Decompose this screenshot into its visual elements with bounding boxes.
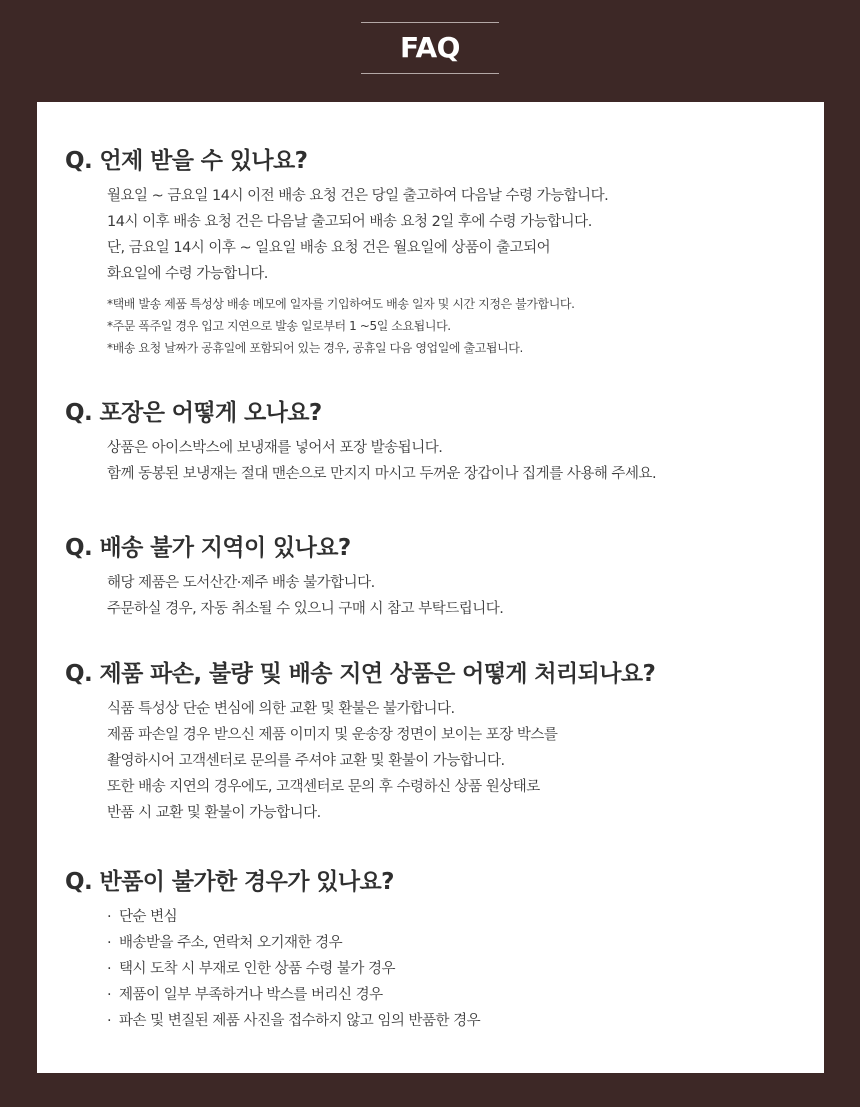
bullet-item — [107, 982, 805, 1008]
faq-item-packaging — [65, 397, 805, 487]
answer-line: 14시 이후 배송 요청 건은 다음날 출고되어 배송 요청 2일 후에 수령 가능합니다. — [107, 214, 592, 230]
bullet-item — [107, 1008, 805, 1034]
answer-line: 단, 금요일 14시 이후 ~ 일요일 배송 요청 건은 월요일에 상품이 출고되어 — [107, 240, 551, 256]
bullet-item — [107, 930, 805, 956]
faq-question: Q. 반품이 불가한 경우가 있나요? — [65, 869, 394, 895]
bullet-text: 배송받을 주소, 연락처 오기재한 경우 — [119, 935, 343, 951]
bullet-dot: · — [107, 909, 112, 925]
faq-answer — [107, 183, 805, 287]
faq-item-delivery-area — [65, 532, 805, 622]
note-line: *배송 요청 날짜가 공휴일에 포함되어 있는 경우, 공휴일 다음 영업일에 출고됩니다. — [107, 341, 523, 355]
bullet-dot: · — [107, 961, 112, 977]
bullet-item — [107, 904, 805, 930]
bullet-dot: · — [107, 987, 112, 1003]
answer-line: 식품 특성상 단순 변심에 의한 교환 및 환불은 불가합니다. — [107, 701, 455, 717]
page-title: FAQ — [400, 31, 460, 64]
answer-line: 함께 동봉된 보냉재는 절대 맨손으로 만지지 마시고 두꺼운 장갑이나 집게를 사용해 주세요. — [107, 466, 657, 482]
bullet-text: 택시 도착 시 부재로 인한 상품 수령 불가 경우 — [119, 961, 395, 977]
faq-item-delivery-time — [65, 145, 805, 359]
faq-question: Q. 배송 불가 지역이 있나요? — [65, 535, 351, 561]
answer-line: 반품 시 교환 및 환불이 가능합니다. — [107, 805, 321, 821]
header-bottom-rule — [361, 73, 499, 74]
bullet-dot: · — [107, 1013, 112, 1029]
faq-question: Q. 포장은 어떻게 오나요? — [65, 400, 322, 426]
bullet-text: 제품이 일부 부족하거나 박스를 버리신 경우 — [119, 987, 383, 1003]
bullet-text: 파손 및 변질된 제품 사진을 접수하지 않고 임의 반품한 경우 — [119, 1013, 481, 1029]
answer-line: 또한 배송 지연의 경우에도, 고객센터로 문의 후 수령하신 상품 원상태로 — [107, 779, 540, 795]
faq-bullet-list — [107, 904, 805, 1034]
answer-line: 월요일 ~ 금요일 14시 이전 배송 요청 건은 당일 출고하여 다음날 수령 가능합니다. — [107, 188, 609, 204]
answer-line: 주문하실 경우, 자동 취소될 수 있으니 구매 시 참고 부탁드립니다. — [107, 601, 504, 617]
answer-line: 상품은 아이스박스에 보냉재를 넣어서 포장 발송됩니다. — [107, 440, 443, 456]
faq-question: Q. 언제 받을 수 있나요? — [65, 148, 308, 174]
note-line: *택배 발송 제품 특성상 배송 메모에 일자를 기입하여도 배송 일자 및 시간 지정은 불가합니다. — [107, 297, 575, 311]
faq-question: Q. 제품 파손, 불량 및 배송 지연 상품은 어떻게 처리되나요? — [65, 661, 656, 687]
note-line: *주문 폭주일 경우 입고 지연으로 발송 일로부터 1 ~5일 소요됩니다. — [107, 319, 451, 333]
faq-answer — [107, 570, 805, 622]
bullet-dot: · — [107, 935, 112, 951]
header — [0, 0, 860, 100]
faq-item-return-exceptions — [65, 866, 805, 1034]
faq-answer — [107, 696, 805, 826]
answer-line: 제품 파손일 경우 받으신 제품 이미지 및 운송장 정면이 보이는 포장 박스를 — [107, 727, 558, 743]
answer-line: 해당 제품은 도서산간·제주 배송 불가합니다. — [107, 575, 375, 591]
bullet-text: 단순 변심 — [119, 909, 178, 925]
faq-panel — [37, 102, 824, 1073]
faq-answer — [107, 435, 805, 487]
answer-line: 촬영하시어 고객센터로 문의를 주셔야 교환 및 환불이 가능합니다. — [107, 753, 505, 769]
faq-notes — [107, 293, 805, 359]
faq-item-damage-handling — [65, 658, 805, 826]
answer-line: 화요일에 수령 가능합니다. — [107, 266, 268, 282]
header-top-rule — [361, 22, 499, 23]
bullet-item — [107, 956, 805, 982]
